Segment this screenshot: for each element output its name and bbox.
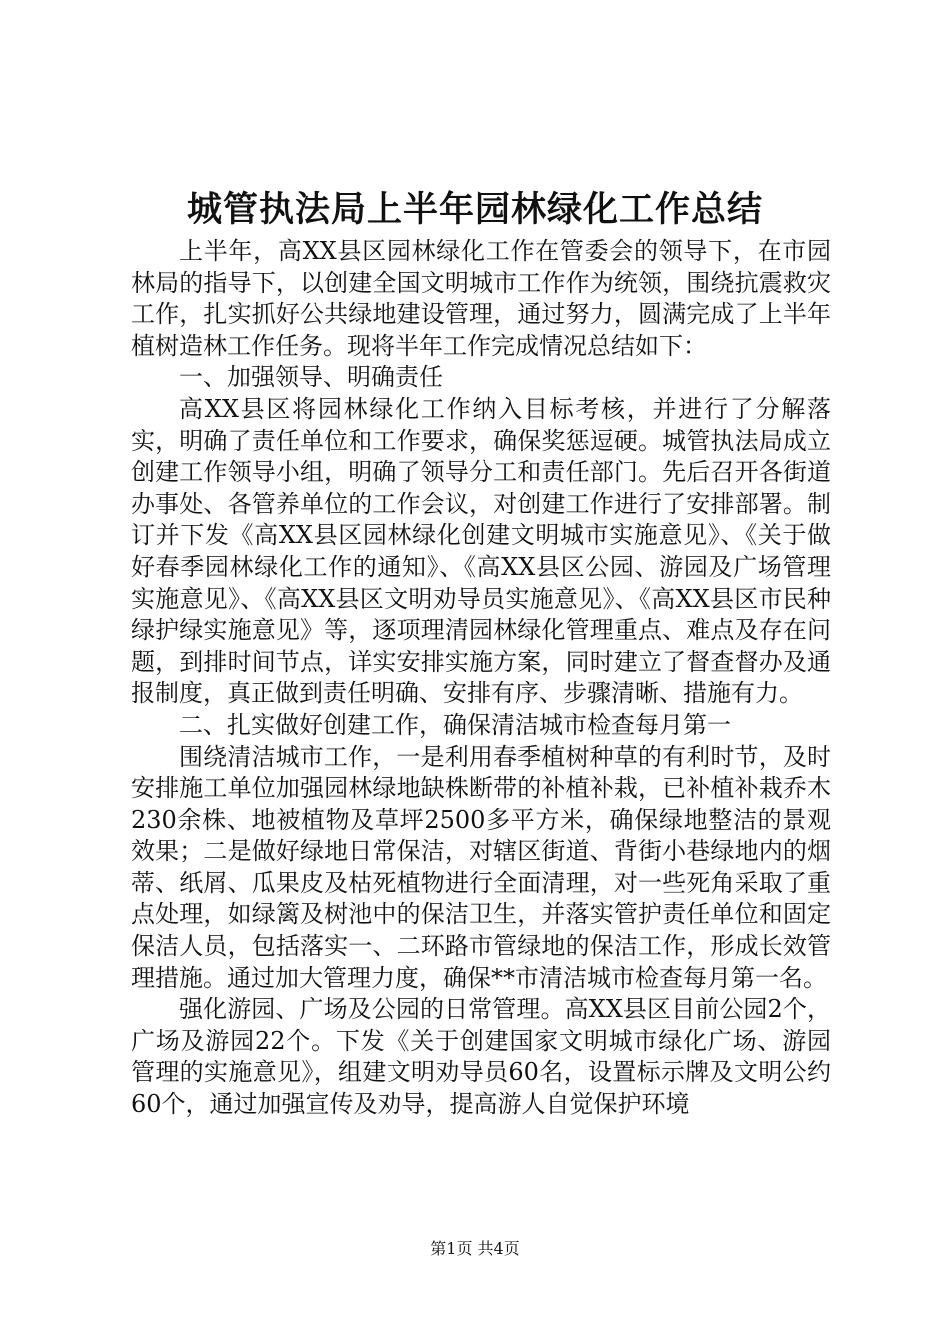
document-title: 城管执法局上半年园林绿化工作总结 [186, 190, 763, 230]
paragraph-park-management: 强化游园、广场及公园的日常管理。高XX县区目前公园2个，广场及游园22个。下发《关于创建国家文明城市绿化广场、游园管理的实施意见》，组建文明劝导员60名，设置标示牌及文明公约60个，通过加强宣传及劝导，提高游人自觉保护环境 [131, 995, 831, 1119]
page-number-footer: 第1页 共4页 [430, 1239, 520, 1258]
paragraph-intro: 上半年，高XX县区园林绿化工作在管委会的领导下，在市园林局的指导下，以创建全国文明城市工作作为统领，围绕抗震救灾工作，扎实抓好公共绿地建设管理，通过努力，圆满完成了上半年植树造林工作任务。现将半年工作完成情况总结如下： [131, 237, 831, 360]
section-heading-1: 一、加强领导、明确责任 [179, 363, 443, 392]
paragraph-leadership: 高XX县区将园林绿化工作纳入目标考核，并进行了分解落实，明确了责任单位和工作要求，确保奖惩逗硬。城管执法局成立创建工作领导小组，明确了领导分工和责任部门。先后召开各街道办事处、各管养单位的工作会议，对创建工作进行了安排部署。制订并下发《高XX县区园林绿化创建文明城市实施意见》、《关于做好春季园林绿化工作的通知》、《高XX县区公园、游园及广场管理实施意见》、《高XX县区文明劝导员实施意见》、《高XX县区市民种绿护绿实施意见》等，逐项理清园林绿化管理重点、难点及存在问题，到排时间节点，详实安排实施方案，同时建立了督查督办及通报制度，真正做到责任明确、安排有序、步骤清晰、措施有力。 [131, 394, 831, 708]
document-body [131, 236, 831, 1121]
paragraph-clean-city: 围绕清洁城市工作，一是利用春季植树种草的有利时节，及时安排施工单位加强园林绿地缺株断带的补植补栽，已补植补栽乔木230余株、地被植物及草坪2500多平方米，确保绿地整洁的景观效果；二是做好绿地日常保洁，对辖区街道、背街小巷绿地内的烟蒂、纸屑、瓜果皮及枯死植物进行全面清理，对一些死角采取了重点处理，如绿篱及树池中的保洁卫生，并落实管护责任单位和固定保洁人员，包括落实一、二环路市管绿地的保洁工作，形成长效管理措施。通过加大管理力度，确保**市清洁城市检查每月第一名。 [131, 742, 831, 992]
section-heading-2: 二、扎实做好创建工作，确保清洁城市检查每月第一 [179, 710, 731, 739]
